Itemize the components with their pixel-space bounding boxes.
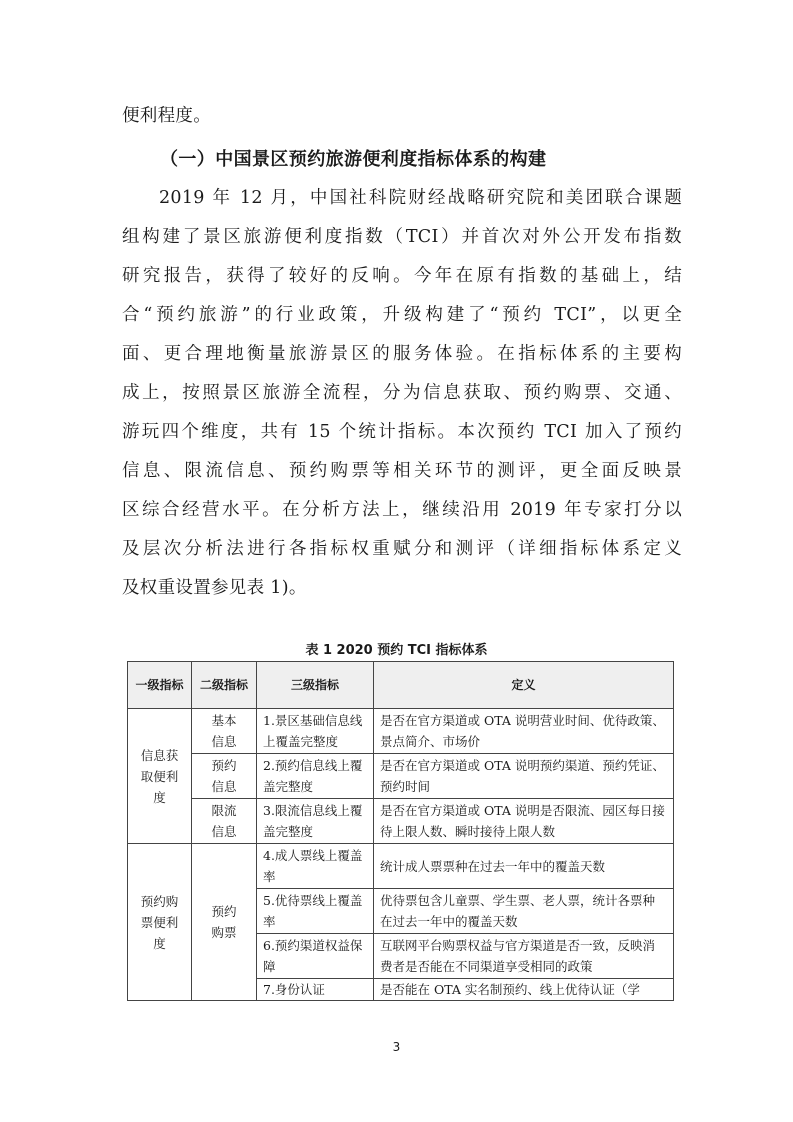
level3-cell (257, 979, 374, 1001)
header-level1 (128, 662, 192, 709)
text-line: 2019 年 12 月，中国社科院财经战略研究院和美团联合课题 (159, 188, 682, 208)
cell-text: 是否在官方渠道或 OTA 说明预约渠道、预约凭证、预约时间 (380, 758, 665, 794)
level3-cell (257, 889, 374, 934)
definition-cell (374, 934, 674, 979)
definition-cell (374, 709, 674, 754)
level1-cell (128, 844, 192, 1001)
cell-text: 是否能在 OTA 实名制预约、线上优待认证（学 (380, 982, 640, 997)
cell-text: 统计成人票票种在过去一年中的覆盖天数 (380, 858, 606, 874)
table-row (128, 844, 674, 889)
table-caption: 表 1 2020 预约 TCI 指标体系 (305, 643, 488, 658)
level3-cell (257, 799, 374, 844)
text-line: 组构建了景区旅游便利度指数（TCI）并首次对外公开发布指数 (122, 227, 682, 247)
cell-text: 6.预约渠道权益保障 (263, 938, 363, 974)
body-paragraph (122, 179, 682, 608)
text-line: 成上，按照景区旅游全流程，分为信息获取、预约购票、交通、 (122, 383, 682, 403)
cell-text: 限流信息 (211, 803, 237, 839)
table-row (128, 709, 674, 754)
text-line: 便利程度。 (122, 106, 211, 126)
cell-text: 是否在官方渠道或 OTA 说明营业时间、优待政策、景点简介、市场价 (380, 713, 665, 749)
text-line: 合“预约旅游”的行业政策，升级构建了“预约 TCI”，以更全 (122, 305, 682, 325)
header-level2 (192, 662, 257, 709)
level3-cell (257, 844, 374, 889)
definition-cell (374, 754, 674, 799)
table-row (128, 754, 674, 799)
cell-text: 优待票包含儿童票、学生票、老人票，统计各票种在过去一年中的覆盖天数 (380, 893, 656, 929)
text-line: 游玩四个维度，共有 15 个统计指标。本次预约 TCI 加入了预约 (122, 422, 682, 442)
cell-text: 1.景区基础信息线上覆盖完整度 (263, 713, 363, 749)
header-level3 (257, 662, 374, 709)
level1-cell (128, 709, 192, 844)
cell-text: 5.优待票线上覆盖率 (263, 893, 363, 929)
section-heading: （一）中国景区预约旅游便利度指标体系的构建 (160, 149, 547, 170)
text-line: 及层次分析法进行各指标权重赋分和测评（详细指标体系定义 (122, 539, 682, 559)
indicator-table (127, 661, 674, 1001)
level2-cell (192, 709, 257, 754)
page-number: 3 (392, 1040, 401, 1054)
level3-cell (257, 709, 374, 754)
definition-cell (374, 889, 674, 934)
cell-text: 2.预约信息线上覆盖完整度 (263, 758, 363, 794)
header-label: 三级指标 (290, 677, 339, 692)
table-header-row (128, 662, 674, 709)
level2-cell (192, 844, 257, 1001)
cell-text: 4.成人票线上覆盖率 (263, 848, 363, 884)
cell-text: 预约购票便利度 (140, 893, 179, 951)
level2-cell (192, 799, 257, 844)
text-line: 信息、限流信息、预约购票等相关环节的测评，更全面反映景 (122, 461, 682, 481)
level3-cell (257, 934, 374, 979)
text-line: 及权重设置参见表 1)。 (122, 578, 307, 598)
text-line: 区综合经营水平。在分析方法上，继续沿用 2019 年专家打分以 (122, 500, 682, 520)
cell-text: 3.限流信息线上覆盖完整度 (263, 803, 363, 839)
cell-text: 预约信息 (211, 758, 237, 794)
definition-cell (374, 799, 674, 844)
definition-cell (374, 844, 674, 889)
level3-cell (257, 754, 374, 799)
cell-text: 基本信息 (211, 713, 237, 749)
header-label: 二级指标 (199, 677, 248, 692)
header-label: 一级指标 (135, 677, 184, 692)
definition-cell (374, 979, 674, 1001)
cell-text: 7.身份认证 (263, 982, 325, 997)
cell-text: 预约购票 (211, 904, 237, 940)
header-label: 定义 (511, 677, 536, 692)
table-row (128, 799, 674, 844)
text-line: 研究报告，获得了较好的反响。今年在原有指数的基础上，结 (122, 266, 682, 286)
cell-text: 互联网平台购票权益与官方渠道是否一致，反映消费者是否能在不同渠道享受相同的政策 (380, 938, 656, 974)
cell-text: 是否在官方渠道或 OTA 说明是否限流、园区每日接待上限人数、瞬时接待上限人数 (380, 803, 665, 839)
header-definition (374, 662, 674, 709)
text-line: 面、更合理地衡量旅游景区的服务体验。在指标体系的主要构 (122, 344, 682, 364)
intro-line (122, 97, 682, 136)
level2-cell (192, 754, 257, 799)
cell-text: 信息获取便利度 (140, 747, 179, 805)
